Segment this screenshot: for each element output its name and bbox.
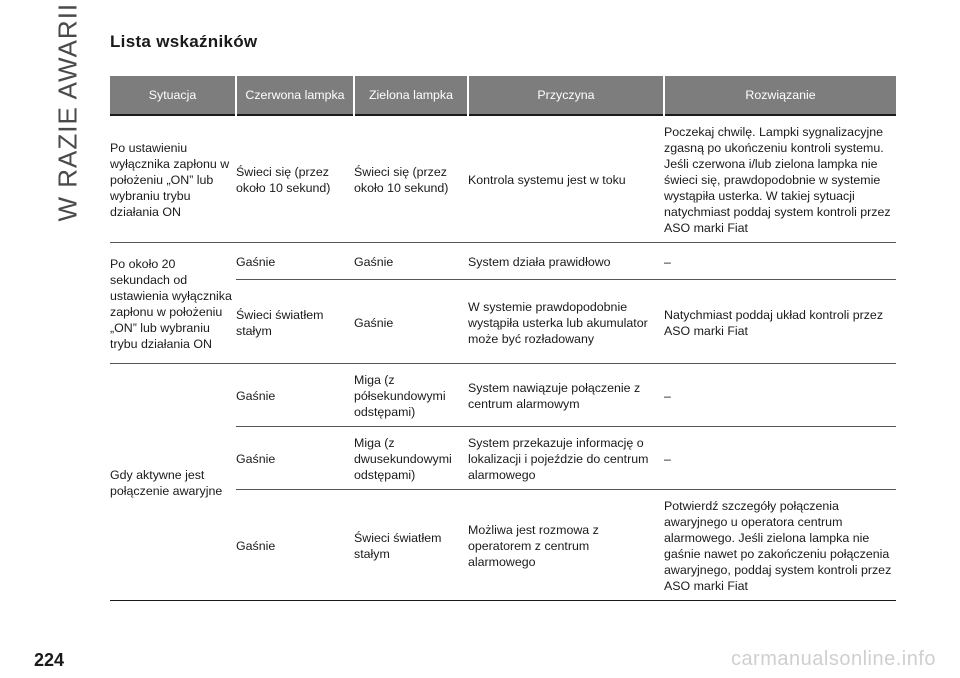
cell-situation: Po ustawieniu wyłącznika zapłonu w położeniu „ON” lub wybraniu trybu działania ON <box>110 141 230 219</box>
cell-cause: System przekazuje informację o lokalizacji i pojeździe do centrum alarmowego <box>468 436 649 482</box>
page-number: 224 <box>34 650 65 670</box>
cell-cause: System działa prawidłowo <box>468 243 664 280</box>
cell-red-lamp: Gaśnie <box>236 452 276 466</box>
cell-green-lamp: Miga (z dwusekundowymi odstępami) <box>354 436 452 482</box>
cell-cause: W systemie prawdopodobnie wystąpiła usterka lub akumulator może być rozładowany <box>468 299 648 346</box>
cell-red-lamp: Świeci się (przez około 10 sekund) <box>236 165 331 195</box>
section-title-text: W RAZIE AWARII <box>52 2 83 222</box>
cell-red-lamp: Gaśnie <box>236 243 354 280</box>
table-row <box>110 364 896 427</box>
cell-green-lamp: Miga (z półsekundowymi odstępami) <box>354 373 446 419</box>
cell-solution: – <box>664 243 896 280</box>
table-row <box>110 115 896 243</box>
cell-cause: Kontrola systemu jest w toku <box>468 173 626 187</box>
indicator-table <box>110 76 896 601</box>
cell-green-lamp: Gaśnie <box>354 243 468 280</box>
header-cause: Przyczyna <box>468 76 664 115</box>
page-title: Lista wskaźników <box>110 32 258 51</box>
cell-solution: – <box>664 389 671 403</box>
header-situation: Sytuacja <box>110 76 236 115</box>
header-green-lamp: Zielona lampka <box>354 76 468 115</box>
table-header-row <box>110 76 896 115</box>
cell-red-lamp: Gaśnie <box>236 389 276 403</box>
cell-situation: Po około 20 sekundach od ustawienia wyłącznika zapłonu w położeniu „ON” lub wybraniu trybu działania ON <box>110 243 236 364</box>
cell-red-lamp: Gaśnie <box>236 539 276 553</box>
cell-red-lamp: Świeci światłem stałym <box>236 307 324 338</box>
cell-solution: Poczekaj chwilę. Lampki sygnalizacyjne zgasną po ukończeniu kontroli systemu. Jeśli czerwona i/lub zielona lampka nie świeci się, prawdopodobnie w systemie wystąpiła usterka. W takiej sytuacji natychmiast poddaj system kontroli przez ASO marki Fiat <box>664 125 891 235</box>
cell-green-lamp: Świeci światłem stałym <box>354 531 442 561</box>
table-row <box>110 243 896 280</box>
cell-solution: Potwierdź szczegóły połączenia awaryjnego u operatora centrum alarmowego. Jeśli zielona lampka nie gaśnie nawet po zakończeniu połączenia awaryjnego, poddaj system kontroli przez ASO marki Fiat <box>664 499 892 593</box>
cell-green-lamp: Gaśnie <box>354 315 394 330</box>
cell-solution: – <box>664 452 671 466</box>
cell-solution: Natychmiast poddaj układ kontroli przez ASO marki Fiat <box>664 307 884 338</box>
watermark: carmanualsonline.info <box>730 648 936 670</box>
cell-cause: System nawiązuje połączenie z centrum alarmowym <box>468 381 641 411</box>
header-solution: Rozwiązanie <box>664 76 896 115</box>
cell-green-lamp: Świeci się (przez około 10 sekund) <box>354 165 449 195</box>
cell-situation: Gdy aktywne jest połączenie awaryjne <box>110 364 236 601</box>
section-title <box>38 2 98 222</box>
cell-cause: Możliwa jest rozmowa z operatorem z centrum alarmowego <box>468 523 599 569</box>
header-red-lamp: Czerwona lampka <box>236 76 354 115</box>
